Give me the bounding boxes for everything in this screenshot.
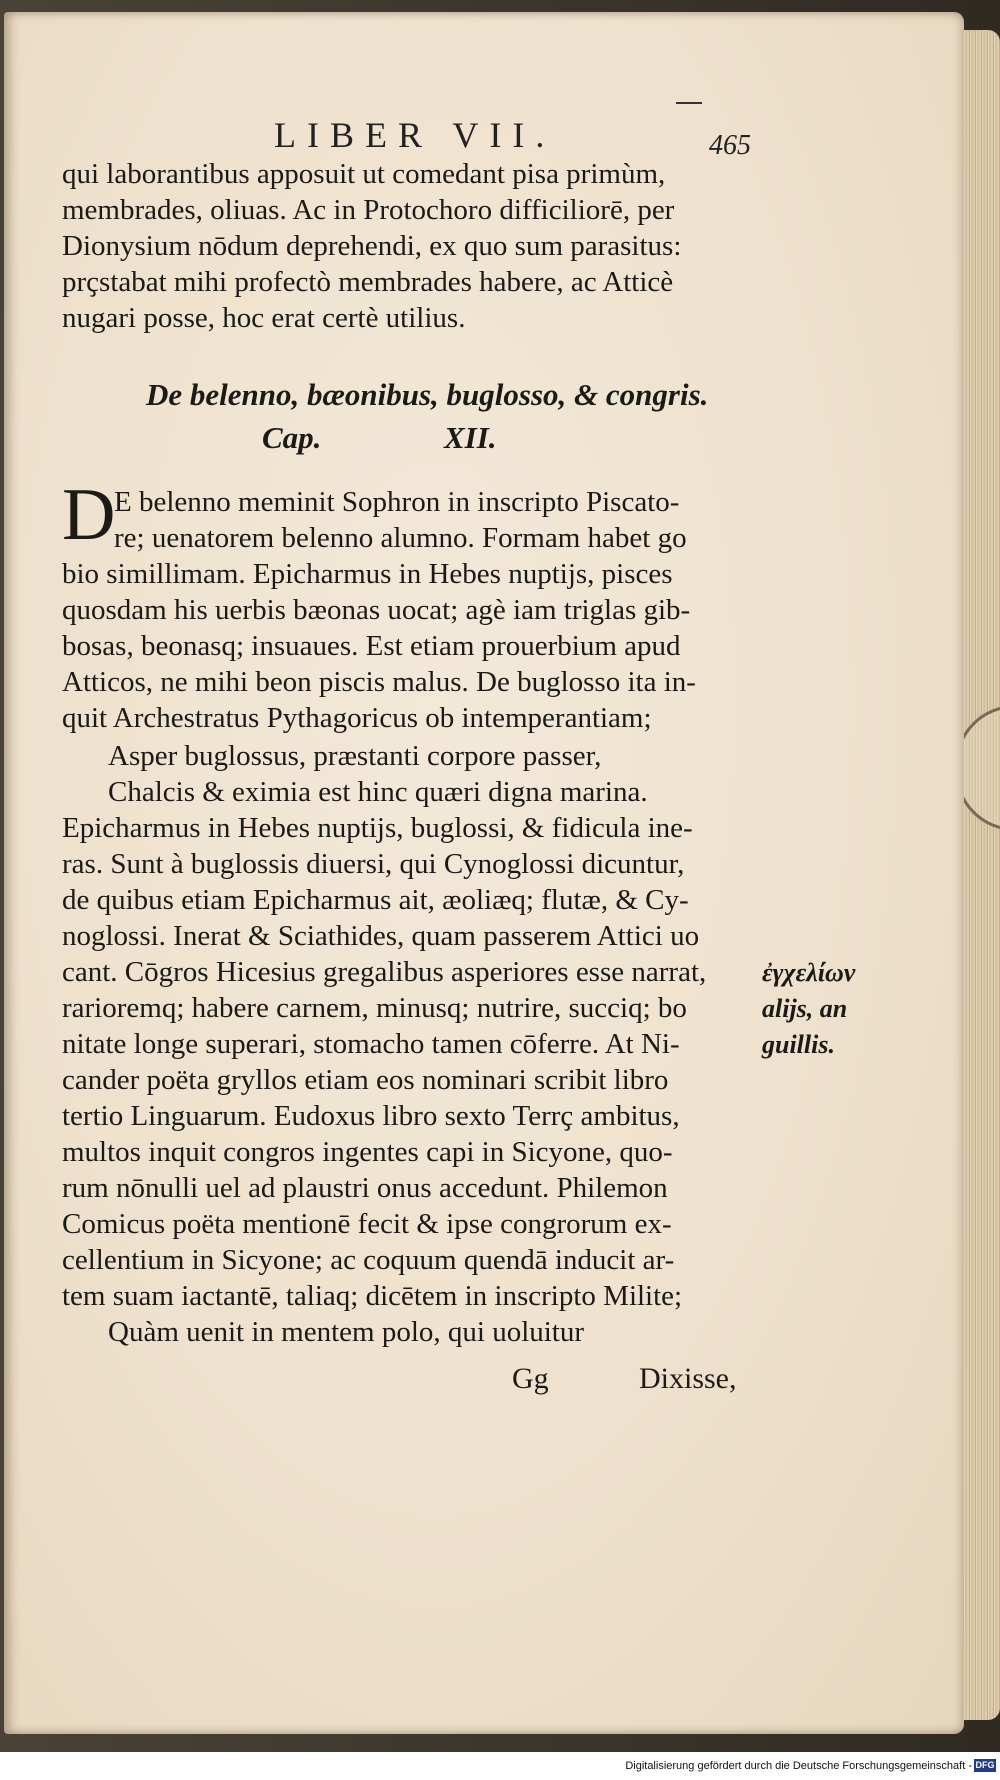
text-line: quosdam his uerbis bæonas uocat; agè iam triglas gib- xyxy=(62,594,691,626)
margin-note-greek: ἐγχελίων xyxy=(762,958,856,987)
dfg-logo-icon: DFG xyxy=(975,1760,995,1770)
verse-line: Quàm uenit in mentem polo, qui uoluitur xyxy=(108,1316,585,1348)
text-line: prҫstabat mihi profectò membrades habere, ac Atticè xyxy=(62,266,674,298)
text-line: rarioremq; habere carnem, minusq; nutrire, succiq; bo xyxy=(62,992,687,1024)
text-line: bio simillimam. Epicharmus in Hebes nuptijs, pisces xyxy=(62,558,673,590)
verse-line: Chalcis & eximia est hinc quæri digna marina. xyxy=(108,776,648,808)
drop-cap: D xyxy=(62,474,116,556)
catchword: Dixisse, xyxy=(639,1362,737,1395)
footer-credit: Digitalisierung gefördert durch die Deutsche Forschungsgemeinschaft - xyxy=(625,1760,972,1772)
text-line: noglossi. Inerat & Sciathides, quam passerem Attici uo xyxy=(62,920,700,952)
text-line: nugari posse, hoc erat certè utilius. xyxy=(62,302,466,334)
text-line: multos inquit congros ingentes capi in Sicyone, quo- xyxy=(62,1136,673,1168)
signature-mark: Gg xyxy=(512,1362,549,1395)
text-line: Atticos, ne mihi beon piscis malus. De buglosso ita in- xyxy=(62,666,696,698)
text-line: Epicharmus in Hebes nuptijs, buglossi, & fidicula ine- xyxy=(62,812,693,844)
text-line: cellentium in Sicyone; ac coquum quendā inducit ar- xyxy=(62,1244,675,1276)
text-line: qui laborantibus apposuit ut comedant pisa primùm, xyxy=(62,158,666,190)
verse-line: Asper buglossus, præstanti corpore passer, xyxy=(108,740,602,772)
text-line: quit Archestratus Pythagoricus ob intemperantiam; xyxy=(62,702,652,734)
text-line: cant. Cōgros Hicesius gregalibus asperiores esse narrat, xyxy=(62,956,707,988)
page-edges xyxy=(964,30,1000,1720)
margin-note-line: guillis. xyxy=(762,1030,835,1059)
footer-bar xyxy=(0,1752,1000,1780)
page-number: 465 xyxy=(709,130,751,161)
text-line: bosas, beonasq; insuaues. Est etiam prouerbium apud xyxy=(62,630,681,662)
book-page xyxy=(4,12,964,1734)
margin-note-line: alijs, an xyxy=(762,994,848,1023)
chapter-title: De belenno, bæonibus, buglosso, & congris. xyxy=(146,377,709,412)
text-line: Dionysium nōdum deprehendi, ex quo sum parasitus: xyxy=(62,230,682,262)
text-line: re; uenatorem belenno alumno. Formam habet go xyxy=(114,522,687,554)
text-line: nitate longe superari, stomacho tamen cōferre. At Ni- xyxy=(62,1028,680,1060)
text-line: cander poëta gryllos etiam eos nominari scribit libro xyxy=(62,1064,669,1096)
text-line: tem suam iactantē, taliaq; dicētem in inscripto Milite; xyxy=(62,1280,683,1312)
chapter-number: XII. xyxy=(444,420,497,455)
text-line: tertio Linguarum. Eudoxus libro sexto Terrҫ ambitus, xyxy=(62,1100,680,1132)
text-line: rum nōnulli uel ad plaustri onus accedunt. Philemon xyxy=(62,1172,668,1204)
text-line: ras. Sunt à buglossis diuersi, qui Cynoglossi dicuntur, xyxy=(62,848,685,880)
running-head: LIBER VII. xyxy=(274,115,556,155)
ornament-dash xyxy=(676,102,702,104)
text-line: E belenno meminit Sophron in inscripto Piscato- xyxy=(114,486,680,518)
text-line: Comicus poëta mentionē fecit & ipse congrorum ex- xyxy=(62,1208,672,1240)
text-line: de quibus etiam Epicharmus ait, æoliæq; flutæ, & Cy- xyxy=(62,884,689,916)
text-line: membrades, oliuas. Ac in Protochoro difficiliorē, per xyxy=(62,194,675,226)
chapter-cap-label: Cap. xyxy=(262,420,322,455)
